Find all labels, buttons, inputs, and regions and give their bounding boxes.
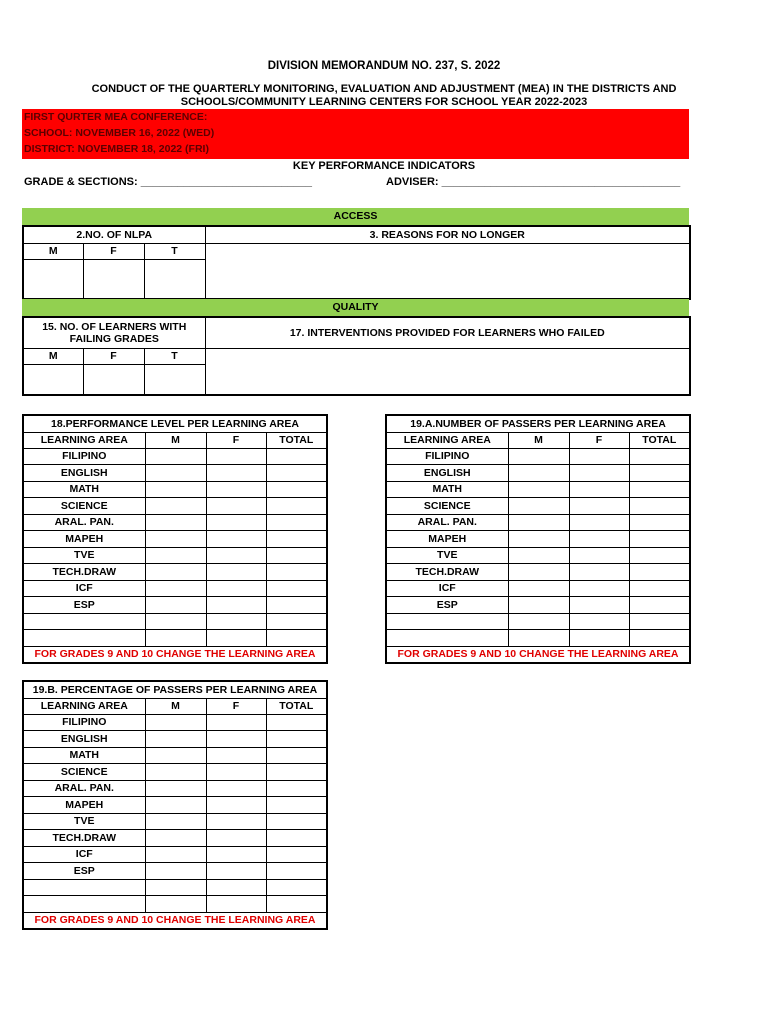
- cell-m[interactable]: [508, 613, 569, 630]
- learning-area-label: MATH: [23, 747, 145, 764]
- learning-area-label: ENGLISH: [23, 731, 145, 748]
- cell-total[interactable]: [266, 547, 327, 564]
- cell-m[interactable]: [145, 896, 206, 913]
- cell-m[interactable]: [145, 830, 206, 847]
- learning-area-label: ARAL. PAN.: [23, 780, 145, 797]
- failing-line-1: 15. NO. OF LEARNERS WITH: [42, 320, 187, 333]
- cell-m[interactable]: [508, 547, 569, 564]
- cell-m[interactable]: [508, 531, 569, 548]
- learning-area-label: TVE: [386, 547, 508, 564]
- learning-area-label: MATH: [23, 481, 145, 498]
- cell-total[interactable]: [266, 564, 327, 581]
- learning-area-label: ESP: [386, 597, 508, 614]
- learning-area-label: FILIPINO: [23, 448, 145, 465]
- cell-f[interactable]: [206, 764, 266, 781]
- cell-f[interactable]: [569, 580, 629, 597]
- cell-f[interactable]: [206, 630, 266, 647]
- cell-m[interactable]: [145, 547, 206, 564]
- access-t: T: [144, 243, 205, 259]
- table-row: [23, 448, 327, 465]
- cell-m[interactable]: [508, 580, 569, 597]
- grades-note: FOR GRADES 9 AND 10 CHANGE THE LEARNING AREA: [23, 912, 327, 929]
- learning-area-label: MAPEH: [386, 531, 508, 548]
- table-row: [23, 879, 327, 896]
- cell-total[interactable]: [266, 465, 327, 482]
- cell-total[interactable]: [266, 879, 327, 896]
- cell-total[interactable]: [266, 714, 327, 731]
- cell-m[interactable]: [145, 580, 206, 597]
- cell-m[interactable]: [145, 797, 206, 814]
- cell-total[interactable]: [629, 531, 690, 548]
- cell-f[interactable]: [569, 514, 629, 531]
- table-row: [23, 797, 327, 814]
- col-header-total: TOTAL: [629, 432, 690, 448]
- cell-f[interactable]: [569, 498, 629, 515]
- cell-f[interactable]: [569, 547, 629, 564]
- learning-area-label: [23, 879, 145, 896]
- cell-f[interactable]: [206, 747, 266, 764]
- cell-f[interactable]: [206, 613, 266, 630]
- cell-m[interactable]: [145, 514, 206, 531]
- subtitle-line-2: SCHOOLS/COMMUNITY LEARNING CENTERS FOR SCHOOL YEAR 2022-2023: [180, 96, 588, 108]
- quality-m: M: [23, 348, 83, 364]
- cell-f[interactable]: [206, 498, 266, 515]
- quality-f: F: [83, 348, 144, 364]
- learning-area-label: [386, 613, 508, 630]
- cell-total[interactable]: [266, 780, 327, 797]
- access-f: F: [83, 243, 144, 259]
- cell-total[interactable]: [266, 846, 327, 863]
- grades-note: FOR GRADES 9 AND 10 CHANGE THE LEARNING AREA: [23, 646, 327, 663]
- cell-f[interactable]: [569, 531, 629, 548]
- cell-f[interactable]: [206, 714, 266, 731]
- cell-m[interactable]: [145, 597, 206, 614]
- cell-f[interactable]: [206, 547, 266, 564]
- percentage-table: [22, 680, 328, 930]
- cell-total[interactable]: [266, 498, 327, 515]
- quality-m-value[interactable]: [23, 364, 83, 395]
- cell-f[interactable]: [206, 731, 266, 748]
- cell-f[interactable]: [569, 465, 629, 482]
- learning-area-label: ESP: [23, 863, 145, 880]
- cell-m[interactable]: [145, 879, 206, 896]
- table-row: [23, 465, 327, 482]
- cell-total[interactable]: [629, 481, 690, 498]
- learning-area-label: ICF: [386, 580, 508, 597]
- cell-total[interactable]: [266, 896, 327, 913]
- cell-m[interactable]: [145, 448, 206, 465]
- cell-f[interactable]: [569, 481, 629, 498]
- learning-area-label: ICF: [23, 580, 145, 597]
- table-row: [386, 465, 690, 482]
- table-row: [23, 846, 327, 863]
- learning-area-label: [23, 896, 145, 913]
- cell-total[interactable]: [266, 514, 327, 531]
- reasons-header: [205, 226, 690, 299]
- cell-f[interactable]: [206, 896, 266, 913]
- learning-area-label: TECH.DRAW: [23, 830, 145, 847]
- cell-m[interactable]: [508, 465, 569, 482]
- table-title: 18.PERFORMANCE LEVEL PER LEARNING AREA: [23, 415, 327, 432]
- quality-t: T: [144, 348, 205, 364]
- learning-area-label: MAPEH: [23, 797, 145, 814]
- cell-total[interactable]: [629, 613, 690, 630]
- cell-total[interactable]: [629, 547, 690, 564]
- learning-area-label: TECH.DRAW: [386, 564, 508, 581]
- cell-total[interactable]: [266, 830, 327, 847]
- table-row: [386, 564, 690, 581]
- cell-f[interactable]: [569, 448, 629, 465]
- interventions-header: 17. INTERVENTIONS PROVIDED FOR LEARNERS WHO FAILED: [205, 317, 690, 348]
- cell-m[interactable]: [145, 613, 206, 630]
- cell-total[interactable]: [266, 531, 327, 548]
- cell-total[interactable]: [266, 448, 327, 465]
- learning-area-label: SCIENCE: [386, 498, 508, 515]
- table-row: [23, 498, 327, 515]
- interventions-value[interactable]: [205, 348, 690, 395]
- performance-table: [22, 414, 328, 664]
- cell-f[interactable]: [206, 564, 266, 581]
- cell-f[interactable]: [206, 780, 266, 797]
- table-row: [23, 597, 327, 614]
- cell-total[interactable]: [266, 630, 327, 647]
- cell-total[interactable]: [266, 481, 327, 498]
- learning-area-label: ICF: [23, 846, 145, 863]
- table-row: [386, 531, 690, 548]
- col-header-total: TOTAL: [266, 432, 327, 448]
- table-row: [23, 580, 327, 597]
- col-header-f: F: [569, 432, 629, 448]
- cell-m[interactable]: [145, 481, 206, 498]
- table-row: [23, 547, 327, 564]
- cell-f[interactable]: [206, 448, 266, 465]
- cell-m[interactable]: [145, 764, 206, 781]
- cell-m[interactable]: [508, 597, 569, 614]
- cell-m[interactable]: [145, 780, 206, 797]
- table-row: [23, 896, 327, 913]
- cell-total[interactable]: [629, 597, 690, 614]
- failing-line-2: FAILING GRADES: [69, 332, 159, 345]
- cell-m[interactable]: [145, 747, 206, 764]
- table-row: [23, 613, 327, 630]
- table-row: [23, 747, 327, 764]
- access-f-value[interactable]: [83, 259, 144, 299]
- table-row: [23, 813, 327, 830]
- cell-m[interactable]: [508, 514, 569, 531]
- learning-area-label: [386, 630, 508, 647]
- cell-total[interactable]: [629, 498, 690, 515]
- cell-m[interactable]: [145, 731, 206, 748]
- grade-sections-field: GRADE & SECTIONS: ____________________________: [24, 176, 313, 188]
- table-row: [386, 498, 690, 515]
- table-title: 19.A.NUMBER OF PASSERS PER LEARNING AREA: [386, 415, 690, 432]
- failing-header: [23, 317, 205, 348]
- cell-f[interactable]: [206, 846, 266, 863]
- grades-note: FOR GRADES 9 AND 10 CHANGE THE LEARNING AREA: [386, 646, 690, 663]
- cell-total[interactable]: [266, 597, 327, 614]
- cell-m[interactable]: [145, 498, 206, 515]
- cell-total[interactable]: [266, 747, 327, 764]
- cell-f[interactable]: [569, 597, 629, 614]
- cell-total[interactable]: [266, 813, 327, 830]
- cell-total[interactable]: [266, 863, 327, 880]
- cell-m[interactable]: [145, 813, 206, 830]
- quality-table: [22, 316, 691, 396]
- table-row: [23, 630, 327, 647]
- cell-m[interactable]: [145, 863, 206, 880]
- col-header-learning-area: LEARNING AREA: [386, 432, 508, 448]
- cell-total[interactable]: [629, 514, 690, 531]
- learning-area-label: [23, 613, 145, 630]
- conference-school-date: SCHOOL: NOVEMBER 16, 2022 (WED): [24, 127, 215, 139]
- conference-district-date: DISTRICT: NOVEMBER 18, 2022 (FRI): [24, 143, 209, 155]
- table-row: [386, 580, 690, 597]
- cell-m[interactable]: [508, 448, 569, 465]
- cell-f[interactable]: [569, 613, 629, 630]
- table-row: [386, 613, 690, 630]
- memo-subtitle: [40, 83, 728, 109]
- learning-area-label: FILIPINO: [386, 448, 508, 465]
- cell-f[interactable]: [206, 531, 266, 548]
- table-row: [23, 830, 327, 847]
- learning-area-label: TVE: [23, 813, 145, 830]
- kpi-title: KEY PERFORMANCE INDICATORS: [292, 160, 476, 172]
- learning-area-label: SCIENCE: [23, 764, 145, 781]
- quality-t-value[interactable]: [144, 364, 205, 395]
- cell-m[interactable]: [145, 630, 206, 647]
- col-header-m: M: [145, 432, 206, 448]
- adviser-field: ADVISER: _______________________________________: [386, 176, 681, 188]
- learning-area-label: FILIPINO: [23, 714, 145, 731]
- cell-f[interactable]: [206, 879, 266, 896]
- memo-number: DIVISION MEMORANDUM NO. 237, S. 2022: [267, 60, 501, 72]
- col-header-m: M: [145, 698, 206, 714]
- cell-m[interactable]: [145, 564, 206, 581]
- quality-f-value[interactable]: [83, 364, 144, 395]
- access-m-value[interactable]: [23, 259, 83, 299]
- table-row: [23, 780, 327, 797]
- cell-f[interactable]: [569, 564, 629, 581]
- access-bar: ACCESS: [22, 208, 689, 225]
- learning-area-label: SCIENCE: [23, 498, 145, 515]
- quality-bar: QUALITY: [22, 299, 689, 316]
- cell-total[interactable]: [266, 580, 327, 597]
- table-row: [23, 731, 327, 748]
- cell-total[interactable]: [629, 564, 690, 581]
- access-t-value[interactable]: [144, 259, 205, 299]
- col-header-f: F: [206, 698, 266, 714]
- col-header-learning-area: LEARNING AREA: [23, 698, 145, 714]
- learning-area-label: ENGLISH: [23, 465, 145, 482]
- learning-area-label: ESP: [23, 597, 145, 614]
- learning-area-label: TECH.DRAW: [23, 564, 145, 581]
- cell-total[interactable]: [629, 580, 690, 597]
- table-row: [23, 514, 327, 531]
- learning-area-label: ARAL. PAN.: [23, 514, 145, 531]
- cell-f[interactable]: [206, 863, 266, 880]
- cell-m[interactable]: [508, 481, 569, 498]
- learning-area-label: MAPEH: [23, 531, 145, 548]
- cell-m[interactable]: [145, 465, 206, 482]
- col-header-learning-area: LEARNING AREA: [23, 432, 145, 448]
- cell-f[interactable]: [206, 597, 266, 614]
- cell-total[interactable]: [629, 630, 690, 647]
- learning-area-label: MATH: [386, 481, 508, 498]
- cell-m[interactable]: [145, 531, 206, 548]
- table-row: [23, 481, 327, 498]
- passers-table: [385, 414, 691, 664]
- table-row: [386, 547, 690, 564]
- table-row: [23, 863, 327, 880]
- cell-total[interactable]: [629, 448, 690, 465]
- learning-area-label: ENGLISH: [386, 465, 508, 482]
- cell-f[interactable]: [206, 813, 266, 830]
- table-row: [23, 714, 327, 731]
- cell-f[interactable]: [206, 580, 266, 597]
- cell-total[interactable]: [266, 797, 327, 814]
- subtitle-line-1: CONDUCT OF THE QUARTERLY MONITORING, EVALUATION AND ADJUSTMENT (MEA) IN THE DISTRICTS AND: [91, 83, 677, 95]
- col-header-m: M: [508, 432, 569, 448]
- col-header-total: TOTAL: [266, 698, 327, 714]
- table-title: 19.B. PERCENTAGE OF PASSERS PER LEARNING AREA: [23, 681, 327, 698]
- cell-total[interactable]: [629, 465, 690, 482]
- table-row: [386, 448, 690, 465]
- cell-m[interactable]: [508, 564, 569, 581]
- reasons-label: 3. REASONS FOR NO LONGER: [206, 227, 690, 244]
- nlpa-header: 2.NO. OF NLPA: [23, 226, 205, 243]
- cell-f[interactable]: [206, 830, 266, 847]
- cell-total[interactable]: [266, 731, 327, 748]
- cell-m[interactable]: [145, 714, 206, 731]
- col-header-f: F: [206, 432, 266, 448]
- cell-m[interactable]: [508, 498, 569, 515]
- learning-area-label: ARAL. PAN.: [386, 514, 508, 531]
- table-row: [386, 630, 690, 647]
- cell-f[interactable]: [206, 465, 266, 482]
- conference-title: FIRST QURTER MEA CONFERENCE:: [24, 111, 208, 123]
- table-row: [23, 564, 327, 581]
- access-table: [22, 225, 691, 300]
- cell-f[interactable]: [206, 514, 266, 531]
- conference-banner: [22, 109, 689, 159]
- cell-f[interactable]: [569, 630, 629, 647]
- table-row: [386, 514, 690, 531]
- access-m: M: [23, 243, 83, 259]
- cell-total[interactable]: [266, 764, 327, 781]
- table-row: [23, 764, 327, 781]
- table-row: [23, 531, 327, 548]
- learning-area-label: TVE: [23, 547, 145, 564]
- learning-area-label: [23, 630, 145, 647]
- table-row: [386, 597, 690, 614]
- cell-total[interactable]: [266, 613, 327, 630]
- cell-m[interactable]: [508, 630, 569, 647]
- cell-m[interactable]: [145, 846, 206, 863]
- cell-f[interactable]: [206, 481, 266, 498]
- table-row: [386, 481, 690, 498]
- cell-f[interactable]: [206, 797, 266, 814]
